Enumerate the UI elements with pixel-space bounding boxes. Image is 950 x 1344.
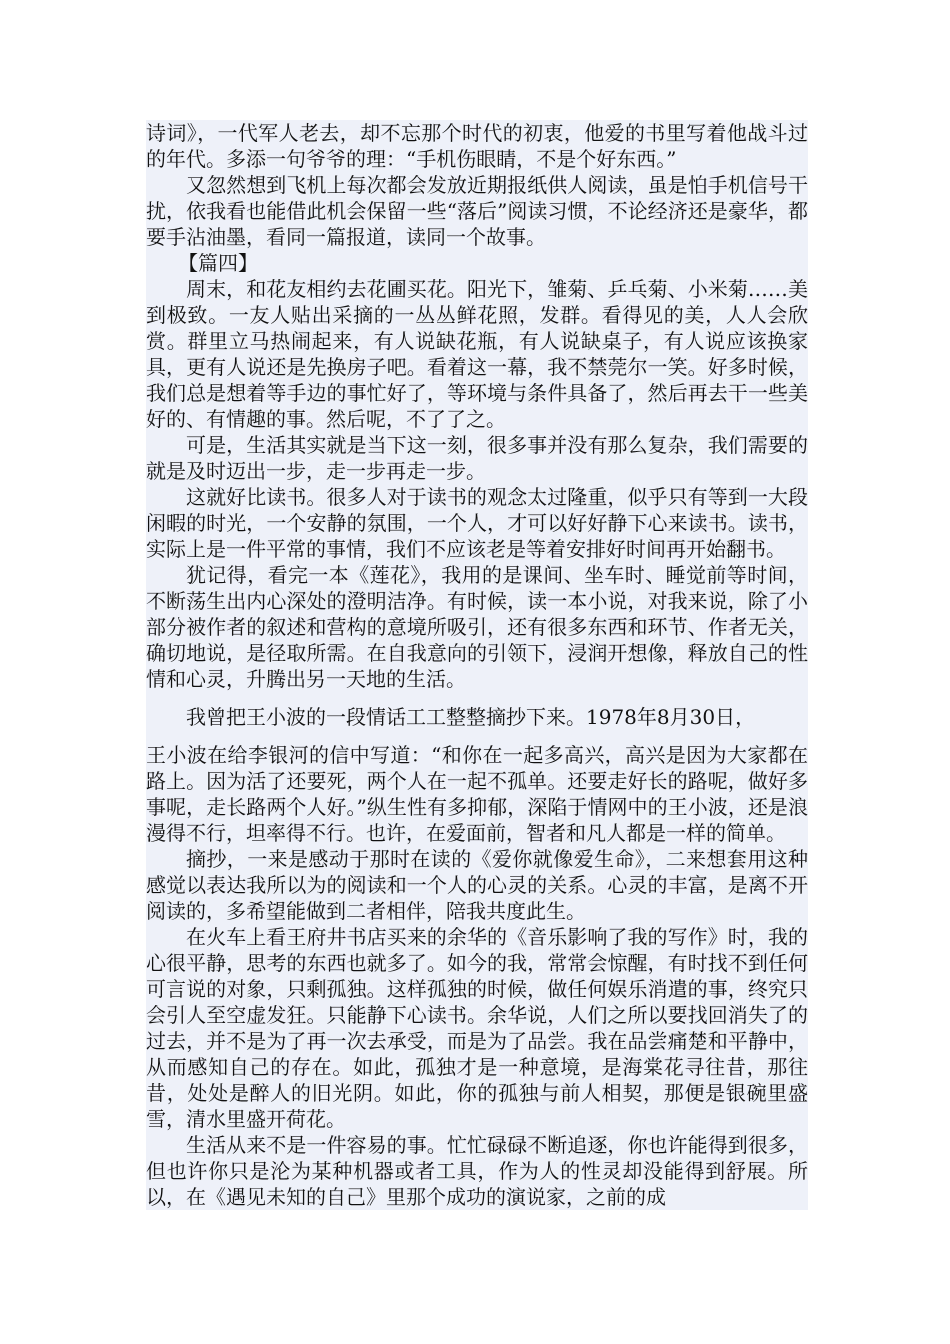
paragraph-life-not-easy: 生活从来不是一件容易的事。忙忙碌碌不断追逐，你也许能得到很多，但也许你只是沦为某种机器或者工具，作为人的性灵却没能得到舒展。所以，在《遇见未知的自己》里那个成功的演说家，之前的成 xyxy=(146,1133,808,1209)
paragraph-wang-xiaobo-letter: 王小波在给李银河的信中写道：“和你在一起多高兴，高兴是因为大家都在路上。因为活了还要死，两个人在一起不孤单。还要走好长的路呢，做好多事呢，走长路两个人好。”纵生性有多抑郁，深陷于情网中的王小波，还是浪漫得不行，坦率得不行。也许，在爱面前，智者和凡人都是一样的简单。 xyxy=(146,743,808,845)
paragraph-wang-xiaobo-intro: 我曾把王小波的一段情话工工整整摘抄下来。1978年8月30日， xyxy=(186,705,756,729)
paragraph-flower-shopping: 周末，和花友相约去花圃买花。阳光下，雏菊、乒乓菊、小米菊……美到极致。一友人贴出采摘的一丛丛鲜花照，发群。看得见的美，人人会欣赏。群里立马热闹起来，有人说缺花瓶，有人说缺桌子，有人说应该换家具，更有人说还是先换房子吧。看着这一幕，我不禁莞尔一笑。好多时候，我们总是想着等手边的事忙好了，等环境与条件具备了，然后再去干一些美好的、有情趣的事。然后呢，不了了之。 xyxy=(146,277,808,431)
paragraph-airplane-newspaper: 又忽然想到飞机上每次都会发放近期报纸供人阅读，虽是怕手机信号干扰，依我看也能借此机会保留一些“落后”阅读习惯，不论经济还是豪华，都要手沾油墨，看同一篇报道，读同一个故事。 xyxy=(146,173,808,249)
document-body xyxy=(146,120,808,1210)
section-heading-part-four: 【篇四】 xyxy=(178,251,258,275)
paragraph-yu-hua-train: 在火车上看王府井书店买来的余华的《音乐影响了我的写作》时，我的心很平静，思考的东西也就多了。如今的我，常常会惊醒，有时找不到任何可言说的对象，只剩孤独。这样孤独的时候，做任何娱乐消遣的事，终究只会引人至空虚发狂。只能静下心读书。余华说，人们之所以要找回消失了的过去，并不是为了再一次去承受，而是为了品尝。我在品尝痛楚和平静中，从而感知自己的存在。如此，孤独才是一种意境，是海棠花寻往昔，那往昔，处处是醉人的旧光阴。如此，你的孤独与前人相契，那便是银碗里盛雪，清水里盛开荷花。 xyxy=(146,925,808,1131)
paragraph-reading-habit: 这就好比读书。很多人对于读书的观念太过隆重，似乎只有等到一大段闲暇的时光，一个安静的氛围，一个人，才可以好好静下心来读书。读书，实际上是一件平常的事情，我们不应该老是等着安排好时间再开始翻书。 xyxy=(146,485,808,561)
paragraph-live-in-moment: 可是，生活其实就是当下这一刻，很多事并没有那么复杂，我们需要的就是及时迈出一步，走一步再走一步。 xyxy=(146,433,808,483)
paragraph-continuation: 诗词》，一代军人老去，却不忘那个时代的初衷，他爱的书里写着他战斗过的年代。多添一句爷爷的理：“手机伤眼睛，不是个好东西。” xyxy=(146,121,808,171)
paragraph-excerpt-copying: 摘抄，一来是感动于那时在读的《爱你就像爱生命》，二来想套用这种感觉以表达我所以为的阅读和一个人的心灵的关系。心灵的丰富，是离不开阅读的，多希望能做到二者相伴，陪我共度此生。 xyxy=(146,847,808,923)
paragraph-lotus-book: 犹记得，看完一本《莲花》，我用的是课间、坐车时、睡觉前等时间，不断荡生出内心深处的澄明洁净。有时候，读一本小说，对我来说，除了小部分被作者的叙述和营构的意境所吸引，还有很多东西和环节、作者无关，确切地说，是径取所需。在自我意向的引领下，浸润开想像，释放自己的性情和心灵，升腾出另一天地的生活。 xyxy=(146,563,808,691)
